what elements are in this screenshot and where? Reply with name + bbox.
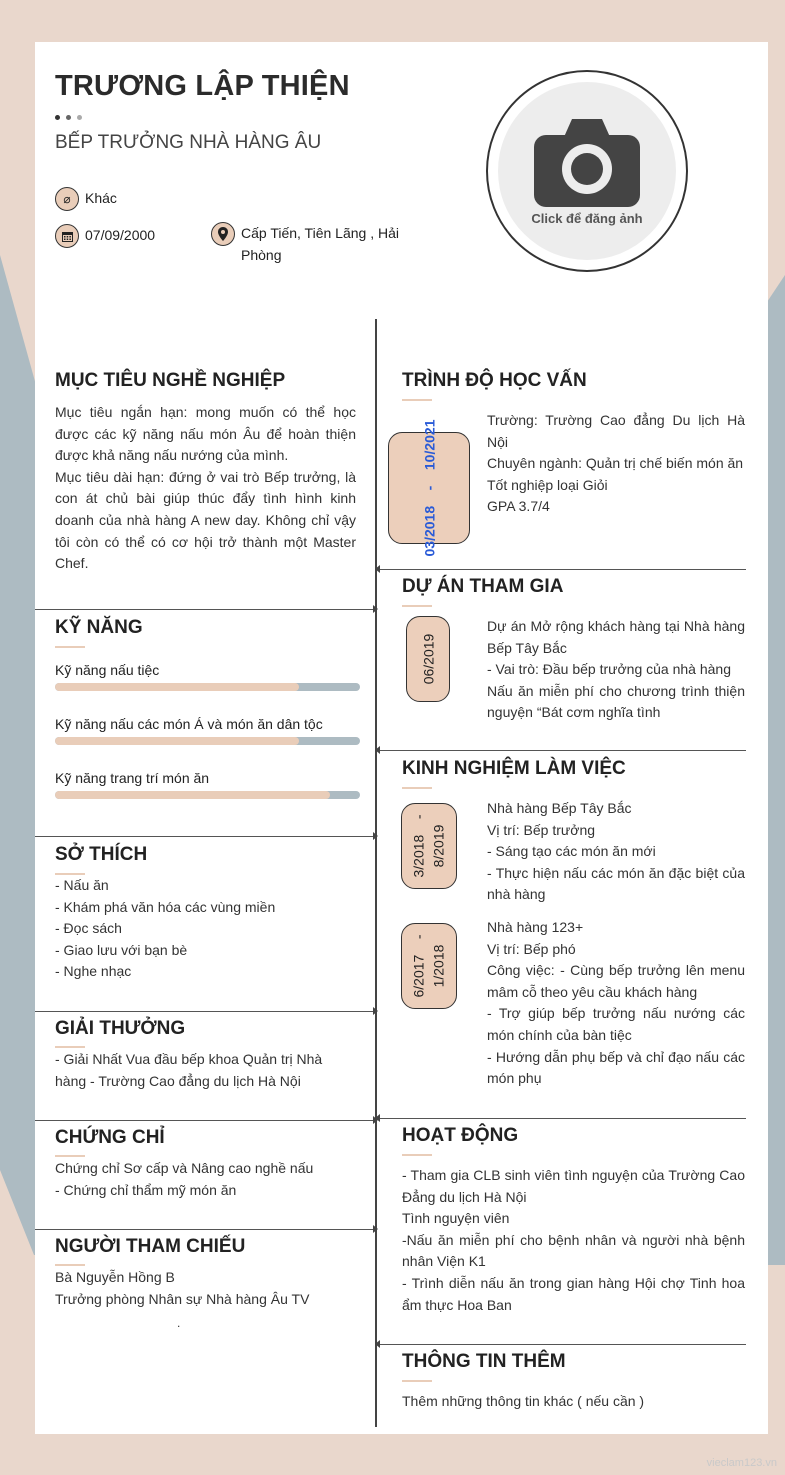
separator <box>380 1344 746 1345</box>
education-line: Trường: Trường Cao đẳng Du lịch Hà Nội <box>487 412 745 450</box>
background-shape-right <box>765 275 785 1265</box>
certificate-item: - Chứng chỉ thẩm mỹ món ăn <box>55 1181 237 1198</box>
title-underline <box>55 646 85 648</box>
experience-title: KINH NGHIỆM LÀM VIỆC <box>402 758 626 779</box>
decorative-dots <box>55 115 82 120</box>
gender-value: Khác <box>85 190 117 206</box>
separator <box>35 1011 373 1012</box>
skill-label: Kỹ năng nấu tiệc <box>55 662 160 678</box>
education-date-badge <box>388 419 470 557</box>
birthday-row <box>55 224 155 248</box>
cv-page <box>35 42 768 1434</box>
skill-bar-fill <box>55 791 330 799</box>
separator <box>35 1120 373 1121</box>
birthday-value: 07/09/2000 <box>85 227 156 243</box>
job-line: - Trợ giúp bếp trưởng nấu nướng các món chính của bàn tiệc <box>487 1005 745 1043</box>
reference-dot: . <box>177 1316 181 1330</box>
photo-upload-label: Click để đăng ảnh <box>531 210 643 226</box>
project-line: Dự án Mở rộng khách hàng tại Nhà hàng Bếp Tây Bắc <box>487 618 745 656</box>
hobby-item: - Đọc sách <box>55 920 122 937</box>
separator <box>380 750 746 751</box>
awards-text: - Giải Nhất Vua đầu bếp khoa Quản trị Nhà hàng - Trường Cao đẳng du lịch Hà Nội <box>55 1051 323 1089</box>
objective-text <box>55 402 356 575</box>
location-pin-icon <box>211 222 235 246</box>
address-row <box>211 222 411 266</box>
column-divider <box>375 319 377 1427</box>
job-title: BẾP TRƯỞNG NHÀ HÀNG ÂU <box>55 132 322 153</box>
job-line: Vị trí: Bếp phó <box>487 940 576 957</box>
job-line: Vị trí: Bếp trưởng <box>487 821 596 838</box>
skill-label: Kỹ năng trang trí món ăn <box>55 770 210 786</box>
job-date-badge <box>401 923 457 1009</box>
project-line: - Vai trò: Đầu bếp trưởng của nhà hàng <box>487 661 731 678</box>
job-date: 3/2018 - 8/2019 <box>411 814 448 878</box>
title-underline <box>402 787 432 789</box>
separator <box>35 609 373 610</box>
job-details <box>487 917 745 1090</box>
certificates-title: CHỨNG CHỈ <box>55 1127 165 1148</box>
hobby-item: - Giao lưu với bạn bè <box>55 941 188 958</box>
job-line: Nhà hàng 123+ <box>487 919 584 935</box>
title-underline <box>55 1046 85 1048</box>
gender-row <box>55 187 117 211</box>
skill-bar <box>55 791 360 799</box>
skill-bar-fill <box>55 737 299 745</box>
reference-item: Trưởng phòng Nhân sự Nhà hàng Âu TV <box>55 1290 310 1307</box>
hobby-item: - Khám phá văn hóa các vùng miền <box>55 898 276 915</box>
camera-icon <box>534 117 640 207</box>
skill-bar <box>55 737 360 745</box>
education-line: Chuyên ngành: Quản trị chế biến món ăn <box>487 455 744 472</box>
project-line: Nấu ăn miễn phí cho chương trình thiện nguyện “Bát cơm nghĩa tình <box>487 682 745 721</box>
extra-info-text: Thêm những thông tin khác ( nếu cần ) <box>402 1393 645 1409</box>
objective-short: Mục tiêu ngắn hạn: mong muốn có thể học được các kỹ năng nấu món Âu để hoàn thiện được khả năng nấu nướng của mình. <box>55 404 356 464</box>
job-line: - Hướng dẫn phụ bếp và chỉ đạo nấu các món phụ <box>487 1048 745 1087</box>
separator <box>35 1229 373 1230</box>
address-value: Cấp Tiến, Tiên Lãng , Hải Phòng <box>241 225 399 263</box>
education-date: 03/2018 - 10/2021 <box>421 419 437 557</box>
hobbies-list <box>55 875 355 983</box>
references-title: NGƯỜI THAM CHIẾU <box>55 1236 246 1257</box>
title-underline <box>402 605 432 607</box>
activity-line: - Trình diễn nấu ăn trong gian hàng Hội chợ Tinh hoa ẩm thực Hoa Ban <box>402 1274 745 1313</box>
projects-title: DỰ ÁN THAM GIA <box>402 576 564 597</box>
activity-line: - Tham gia CLB sinh viên tình nguyện của Trường Cao Đẳng du lịch Hà Nội <box>402 1167 745 1205</box>
title-underline <box>55 1264 85 1266</box>
calendar-icon <box>55 224 79 248</box>
photo-upload[interactable] <box>486 70 688 272</box>
objective-long: Mục tiêu dài hạn: đứng ở vai trò Bếp trưởng, là con át chủ bài giúp thúc đẩy tình hình kinh doanh của nhà hàng A new day. Không chỉ vậy tôi còn có thể có cơ hội trở thành một Master Chef. <box>55 468 356 572</box>
candidate-name: TRƯƠNG LẬP THIỆN <box>55 70 350 102</box>
education-title: TRÌNH ĐỘ HỌC VẤN <box>402 370 587 391</box>
hobbies-title: SỞ THÍCH <box>55 844 148 865</box>
project-details <box>487 616 745 724</box>
job-details <box>487 798 745 906</box>
photo-placeholder[interactable] <box>498 82 676 260</box>
job-date: 6/2017 - 1/2018 <box>411 934 448 998</box>
certificate-item: Chứng chỉ Sơ cấp và Nâng cao nghề nấu <box>55 1160 314 1176</box>
gender-icon: ⌀ <box>55 187 79 211</box>
title-underline <box>402 1154 432 1156</box>
certificates-list <box>55 1158 355 1201</box>
job-line: Nhà hàng Bếp Tây Bắc <box>487 800 632 816</box>
activity-line: -Nấu ăn miễn phí cho bệnh nhân và người nhà bệnh nhân Viện K1 <box>402 1231 745 1270</box>
job-line: Công việc: - Cùng bếp trưởng lên menu mâm cỗ theo yêu cầu khách hàng <box>487 962 745 1000</box>
title-underline <box>55 1155 85 1157</box>
skill-label: Kỹ năng nấu các món Á và món ăn dân tộc <box>55 716 323 732</box>
activities-list <box>402 1165 745 1316</box>
activity-line: Tình nguyện viên <box>402 1210 510 1227</box>
education-details <box>487 410 745 518</box>
hobby-item: - Nghe nhạc <box>55 963 132 980</box>
background-shape-left <box>0 255 36 1255</box>
references-list <box>55 1267 355 1310</box>
skill-bar <box>55 683 360 691</box>
separator <box>380 1118 746 1119</box>
extra-info-title: THÔNG TIN THÊM <box>402 1351 566 1372</box>
separator <box>380 569 746 570</box>
title-underline <box>402 1380 432 1382</box>
job-line: - Thực hiện nấu các món ăn đặc biệt của nhà hàng <box>487 864 745 903</box>
education-line: Tốt nghiệp loại Giỏi <box>487 476 608 493</box>
objective-title: MỤC TIÊU NGHỀ NGHIỆP <box>55 370 286 391</box>
project-date-badge <box>406 616 450 702</box>
education-line: GPA 3.7/4 <box>487 498 550 515</box>
activities-title: HOẠT ĐỘNG <box>402 1125 519 1146</box>
watermark: vieclam123.vn <box>706 1457 777 1469</box>
awards-title: GIẢI THƯỞNG <box>55 1018 186 1039</box>
job-date-badge <box>401 803 457 889</box>
skill-bar-fill <box>55 683 299 691</box>
skills-title: KỸ NĂNG <box>55 617 143 638</box>
project-date: 06/2019 <box>420 633 437 685</box>
hobby-item: - Nấu ăn <box>55 877 109 893</box>
reference-item: Bà Nguyễn Hồng B <box>55 1269 175 1285</box>
title-underline <box>402 399 432 401</box>
job-line: - Sáng tạo các món ăn mới <box>487 843 656 860</box>
separator <box>35 836 373 837</box>
